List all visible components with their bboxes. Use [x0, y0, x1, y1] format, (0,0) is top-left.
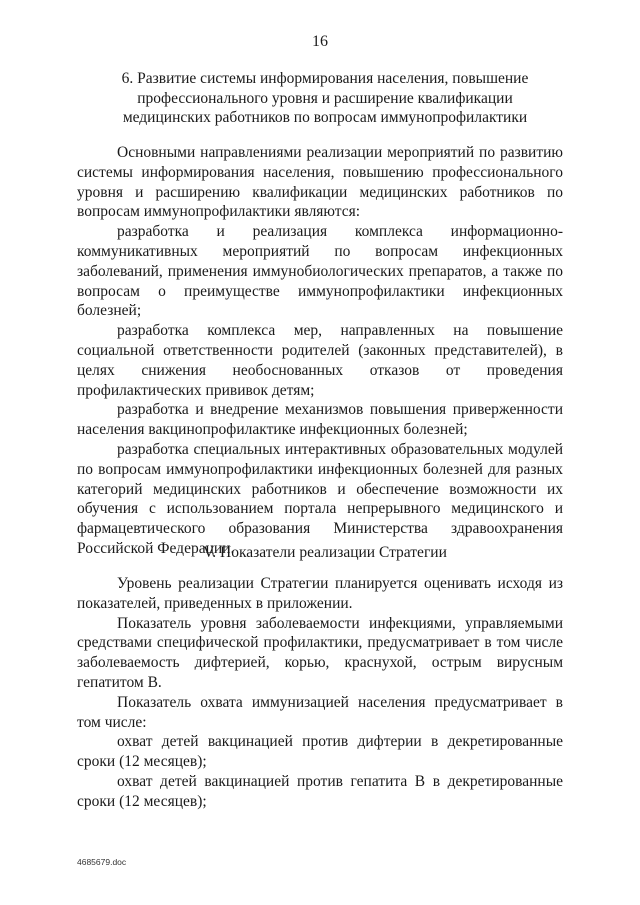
section-6-item-4: разработка специальных интерактивных образовательных модулей по вопросам иммунопрофилактики инфекционных болезней для разных категорий медицинских работников и обеспечение возможности их обучения с использованием портала непрерывного медицинского и фармацевтического образования Министерства здравоохранения Российской Федерации. [77, 440, 563, 557]
section-6-intro-paragraph: Основными направлениями реализации мероприятий по развитию системы информирования населения, повышению профессионального уровня и расширению квалификации медицинских работников по вопросам иммунопрофилактики являются: [77, 144, 563, 221]
page-number: 16 [312, 33, 328, 50]
section-5-title: V. Показатели реализации Стратегии [203, 544, 447, 561]
section-6-item-2: разработка комплекса мер, направленных на повышение социальной ответственности родителей (законных представителей), в целях снижения необоснованных отказов от проведения профилактических прививок детям; [77, 322, 563, 399]
section-5-paragraph-2: Показатель уровня заболеваемости инфекциями, управляемыми средствами специфической профилактики, предусматривает в том числе заболеваемость дифтерией, корью, краснухой, острым вирусным гепатитом В. [77, 614, 563, 691]
section-5-body [77, 574, 563, 812]
section-6-item-3: разработка и внедрение механизмов повышения приверженности населения вакцинопрофилактике инфекционных болезней; [77, 401, 563, 439]
section-6-title: 6. Развитие системы информирования населения, повышение профессионального уровня и расширение квалификации медицинских работников по вопросам иммунопрофилактики [121, 70, 529, 126]
section-6-body [77, 143, 563, 559]
document-code-footer: 4685679.doc [77, 857, 127, 867]
section-6-item-1: разработка и реализация комплекса информационно-коммуникативных мероприятий по вопросам инфекционных заболеваний, применения иммунобиологических препаратов, а также по вопросам о преимуществе иммунопрофилактики инфекционных болезней; [77, 223, 563, 320]
section-5-item-1: охват детей вакцинацией против дифтерии в декретированные сроки (12 месяцев); [77, 733, 563, 771]
section-5-paragraph-3: Показатель охвата иммунизацией населения предусматривает в том числе: [77, 693, 563, 731]
section-5-paragraph-1: Уровень реализации Стратегии планируется оценивать исходя из показателей, приведенных в приложении. [77, 575, 563, 612]
section-5-item-2: охват детей вакцинацией против гепатита В в декретированные сроки (12 месяцев); [77, 772, 563, 810]
